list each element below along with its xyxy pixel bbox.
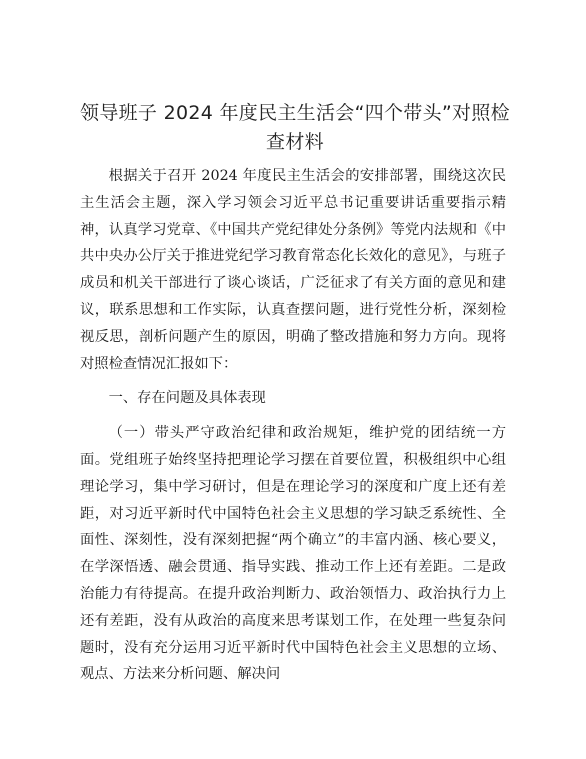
section-paragraph: （一）带头严守政治纪律和政治规矩，维护党的团结统一方面。党组班子始终坚持把理论学习摆在首要位置，积极组织中心组理论学习，集中学习研讨，但是在理论学习的深度和广度上还有差距，对习近平新时代中国特色社会主义思想的学习缺乏系统性、全面性、深刻性，没有深刻把握“两个确立”的丰富内涵、核心要义，在学深悟透、融会贯通、指导实践、推动工作上还有差距。二是政治能力有待提高。在提升政治判断力、政治领悟力、政治执行力上还有差距，没有从政治的高度来思考谋划工作，在处理一些复杂问题时，没有充分运用习近平新时代中国特色社会主义思想的立场、观点、方法来分析问题、解决问 (80, 425, 506, 683)
document-title: 领导班子 2024 年度民主生活会“四个带头”对照检查材料 (80, 102, 510, 153)
intro-paragraph: 根据关于召开 2024 年度民主生活会的安排部署，围绕这次民主生活会主题，深入学习领会习近平总书记重要讲话重要指示精神，认真学习党章、《中国共产党纪律处分条例》等党内法规和《中共中央办公厅关于推进党纪学习教育常态化长效化的意见》，与班子成员和机关干部进行了谈心谈话，广泛征求了有关方面的意见和建议，联系思想和工作实际，认真查摆问题，进行党性分析，深刻检视反思，剖析问题产生的原因，明确了整改措施和努力方向。现将对照检查情况汇报如下： (80, 168, 506, 372)
section-heading: 一、存在问题及具体表现 (108, 390, 266, 407)
document-body (80, 163, 506, 688)
